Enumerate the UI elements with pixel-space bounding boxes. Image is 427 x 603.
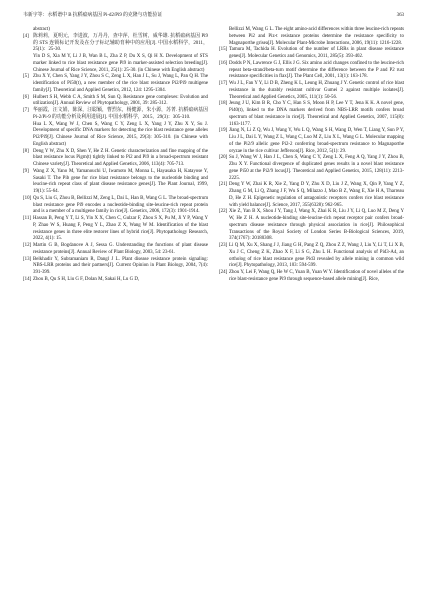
reference-text: 陈莉莉，夏明元，李进波，万丹丹，查中萍，杜雪树，威华雄. 抗稻瘟病基因 Pi9 的 STS 连锁标记开发及在分子标记辅助育种中的应用[J]. 中国水稻科学，2011，25(1)：25-30. [33, 33, 208, 53]
reference-entry [23, 277, 208, 284]
reference-text: Hassan B, Peng Y T, Li S, Yin X X, Chen C, Gulzar F, Zhou S X, Pu M, Ji Y P, Wang Y P, Zhao W S, Huang F, Peng Y L, Zhao Z X, Wang W M. Identification of the blast resistance genes in three elite restorer lines of hybrid rice[J]. Phytopathology Research, 2022, 4(1): 15. [33, 216, 208, 242]
reference-number: [6] [23, 94, 29, 100]
reference-text: Xie Z, Yan B X, Shou J Y, Tang J, Wang X, Zhai K R, Liu J Y, Li Q, Luo M Z, Deng Y W, He Z H. A nucleotide-binding site-leucine-rich repeat receptor pair confers broad-spectrum disease resistance through physical association in rice[J]. Philosophical Transactions of the Royal Society of London Series B-Biological Sciences, 2019, 374(1767): 20180308. [229, 209, 404, 242]
reference-number: [16] [219, 60, 228, 66]
reference-number: [5] [23, 74, 29, 80]
reference-entry [23, 243, 208, 257]
reference-text: Jiang N, Li Z Q, Wu J, Wang Y, Wu L Q, Wang S H, Wang D, Wen T, Liang Y, Sun P Y, Liu J L, Dai L Y, Wang Z L, Wang C, Luo M Z, Liu X L, Wang G L. Molecular mapping of the Pi2/9 allelic gene Pi2-2 conferring broad-spectrum resistance to Magnaporthe oryzae in the rice cultivar Jefferson[J]. Rice, 2012, 5(1): 29. [229, 128, 404, 154]
reference-number: [13] [23, 256, 32, 262]
reference-number: [24] [219, 270, 228, 275]
reference-text: Jeung J U, Kim B R, Cho Y C, Han S S, Moon H P, Lee Y T, Jena K K. A novel gene, Pi40(t), linked to the DNA markers derived from NBS-LRR motifs confers broad spectrum of blast resistance in rice[J]. Theoretical and Applied Genetics, 2007, 115(8): 1163-1177. [229, 101, 404, 127]
reference-text: Wang Z X, Yano M, Yamanouchi U, Iwamoto M, Monna L, Hayasaka H, Katayose Y, Sasaki T. The Pib gene for rice blast resistance belongs to the nucleotide binding and leucine-rich repeat class of plant disease resistance genes[J]. The Plant Journal, 1999, 19(1): 55-64. [33, 168, 208, 194]
reference-continuation: abstract) [33, 27, 50, 32]
reference-text: Belkhadir Y, Subramaniam R, Dangl J L. Plant disease resistance protein signaling: NBS-LRR proteins and their partners[J]. Current Opinion in Plant Biology, 2004, 7(4): 391-399. [33, 256, 208, 275]
reference-number: [18] [219, 101, 228, 107]
reference-number: [22] [219, 209, 228, 215]
reference-number: [19] [219, 128, 228, 134]
reference-continuation: Yin D S, Xia M Y, Li J B, Wan B L, Zha Z P, Du X S, Qi H X. Development of STS marker linked to rice blast resistance gene Pi9 in marker-assisted selection breeding[J]. Chinese Journal of Rice Science, 2011, 25(1): 25-30. (in Chinese with English abstract) [33, 54, 208, 73]
reference-entry [219, 47, 404, 61]
reference-continuation: Hua L X, Wang W J, Chen S, Wang C Y, Zeng L X, Yang J Y, Zhu X Y, Su J. Development of specific DNA markers for detecting the rice blast resistance gene alleles Pi2/Pi9[J]. Chinese Journal of Rice Science, 2015, 29(3): 305-310. (in Chinese with English abstract) [33, 121, 208, 147]
reference-text: Hulbert S H, Webb C A, Smith S M, Sun Q. Resistance gene complexes: Evolution and utilization[J]. Annual Review of Phytopathology, 2001, 39: 285-312. [33, 94, 208, 107]
reference-entry [219, 101, 404, 128]
reference-entry [23, 169, 208, 196]
reference-number: [12] [23, 243, 32, 248]
reference-number: [20] [219, 155, 228, 161]
left-column [23, 27, 208, 284]
reference-number: [11] [23, 216, 31, 221]
reference-entry [23, 216, 208, 243]
page-header [23, 13, 404, 19]
reference-entry [23, 108, 208, 122]
running-title: 韦新宇等：水稻谱中 B 抗稻瘟病基因 Pi-d2/Pi9 的克隆与功能验证 [23, 13, 163, 18]
reference-text: Qu S, Liu G, Zhou B, Bellizzi M, Zeng L, Dai L, Han B, Wang G L. The broad-spectrum blast resistance gene Pi9 encodes a nucleotide-binding site-leucine-rich repeat protein and is a member of a multigene family in rice[J]. Genetics, 2006, 172(3): 1901-1914. [33, 195, 208, 215]
reference-text: Dodds P N, Lawrence G J, Ellis J G. Six amino acid changes confined to the leucine-rich repeat beta-strand/beta-turn motif determine the difference between the P and P2 rust resistance specificities in flax[J]. The Plant Cell, 2001, 13(1): 163-178. [229, 60, 404, 80]
right-column [219, 27, 404, 284]
reference-number: [10] [23, 195, 32, 201]
reference-number: [9] [23, 168, 29, 174]
reference-number: [7] [23, 108, 29, 113]
reference-text: Su J, Wang W J, Han J L, Chen S, Wang C Y, Zeng L X, Feng A Q, Yang J Y, Zhou B, Zhu X Y. Functional divergence of duplicated genes results in a novel blast resistance gene Pi50 at the Pi2/9 locus[J]. Theoretical and Applied Genetics, 2015, 128(11): 2213-2225. [229, 155, 404, 181]
reference-entry [219, 243, 404, 270]
reference-entry [23, 74, 208, 94]
reference-text: 华丽霞，汪文娟，陈深，汪聪颖，曹烈东，杨健源，朱小源，苏菁. 抗稻瘟病基因 Pi-2/Pi-9 的功能分析及利用进展[J]. 中国水稻科学，2015，29(3)：305-310. [33, 108, 208, 120]
reference-entry [219, 81, 404, 101]
page-number: 363 [396, 13, 404, 18]
reference-entry [219, 61, 404, 81]
reference-entry [219, 128, 404, 155]
reference-text: Deng Y W, Zhai K R, Xie Z, Yang D Y, Zhu X D, Liu J Z, Wang X, Qin P, Yang Y Z, Zhang G M, Li Q, Zhang J F, Wu S Q, Milazzo J, Mao B Z, Wang E, Xie H A, Tharreau D, He Z H. Epigenetic regulation of antagonistic receptors confers rice blast resistance with yield balance[J]. Science, 2017, 355(6328): 962-965. [229, 182, 404, 208]
reference-text: Tamura M, Tachida H. Evolution of the number of LRRs in plant disease resistance genes[J]. Molecular Genetics and Genomics, 2011, 285(5): 393-402. [229, 47, 404, 59]
reference-entry [219, 270, 404, 284]
reference-number: [8] [23, 148, 29, 154]
reference-entry [219, 209, 404, 243]
reference-text: Zhu X Y, Chen S, Yang J Y, Zhou S C, Zeng L X, Han J L, Su J, Wang L, Pan Q H. The identification of Pi50(t), a new member of the rice blast resistance Pi2/Pi9 multigene family[J]. Theoretical and Applied Genetics, 2012, 124: 1295-1304. [33, 74, 208, 93]
reference-text: Deng Y W, Zhu X D, Shen Y, He Z H. Genetic characterization and fine mapping of the blast resistance locus Pigm(t) tightly linked to Pi2 and Pi9 in a broad-spectrum resistant Chinese variety[J]. Theoretical and Applied Genetics, 2006, 113(4): 705-713. [33, 148, 208, 167]
reference-entry [23, 257, 208, 277]
reference-text: Wu J L, Fan Y Y, Li D B, Zheng K L, Leung H, Zhuang J Y. Genetic control of rice blast resistance in the durably resistant cultivar Gumei 2 against multiple isolates[J]. Theoretical and Applied Genetics, 2005, 111(1): 50-56. [229, 81, 404, 100]
reference-entry [219, 182, 404, 209]
reference-entry [23, 196, 208, 216]
reference-text: Zhou B, Qu S H, Liu G F, Dolan M, Sakai H, Lu G D, [33, 276, 140, 282]
reference-entry [23, 34, 208, 54]
reference-number: [23] [219, 243, 228, 248]
reference-number: [4] [23, 33, 29, 39]
reference-number: [15] [219, 47, 228, 53]
reference-text: Martin G B, Bogdanove A J, Sessa G. Understanding the functions of plant disease resistance proteins[J]. Annual Review of Plant Biology, 2003, 54: 23-61. [33, 243, 208, 255]
reference-number: [21] [219, 182, 228, 188]
reference-text: Zhou Y, Lei F, Wang Q, He W C, Yuan B, Yuan W Y. Identification of novel alleles of the rice blast-resistance gene Pi9 through sequence-based allele mining[J]. Rice, [229, 270, 404, 282]
reference-text: Li Q M, Xu X, Shang J J, Jiang G H, Pang Z Q, Zhou Z Z, Wang J, Liu Y, Li T, Li X B, Xu J C, Cheng Z K, Zhao X F, Li S G, Zhu L H. Functional analysis of Pid3-A4, an ortholog of rice blast resistance gene Pid3 revealed by allele mining in common wild rice[J]. Phytopathology, 2013, 103: 594-599. [229, 243, 404, 269]
reference-number: [14] [23, 276, 32, 282]
reference-entry [23, 95, 208, 109]
reference-entry [23, 149, 208, 169]
reference-columns [23, 27, 404, 284]
reference-entry [219, 155, 404, 182]
reference-number: [17] [219, 81, 228, 86]
reference-continuation: Bellizzi M, Wang G L. The eight amino-acid differences within three leucine-rich repeats between Pi2 and Piz-t resistance proteins determine the resistance specificity to Magnaporthe grisea[J]. Molecular Plant-Microbe Interactions, 2006, 19(11): 1216-1228. [229, 27, 404, 46]
